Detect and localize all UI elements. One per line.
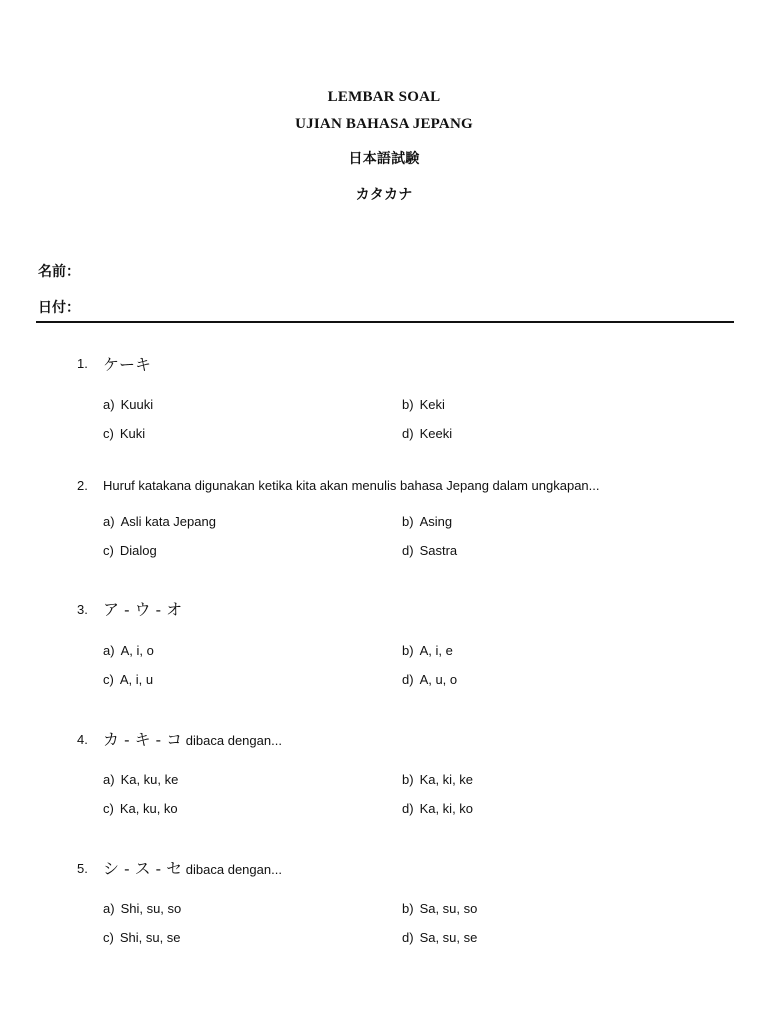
option-label: a) (103, 514, 115, 529)
option-text: Asing (419, 514, 453, 529)
option-text: A, i, u (119, 672, 154, 687)
option-text: Sa, su, se (419, 930, 478, 945)
answer-option-c[interactable] (103, 801, 178, 816)
date-field-label: 日付： (38, 300, 80, 316)
question-kana: ア - ウ - オ (103, 600, 183, 619)
option-label: b) (402, 514, 414, 529)
question-kana: ケーキ (103, 355, 152, 374)
option-label: b) (402, 643, 414, 658)
option-text: A, i, e (419, 643, 453, 658)
question-text (103, 856, 282, 879)
question-number: 3. (77, 602, 88, 617)
option-label: d) (402, 930, 414, 945)
option-label: d) (402, 543, 414, 558)
question-kana: シ - ス - セ (103, 859, 183, 878)
answer-option-b[interactable] (402, 514, 452, 529)
option-label: d) (402, 426, 414, 441)
option-text: Shi, su, se (119, 930, 181, 945)
question-prompt: Huruf katakana digunakan ketika kita akan menulis bahasa Jepang dalam ungkapan... (103, 478, 600, 493)
option-label: b) (402, 397, 414, 412)
exam-title: UJIAN BAHASA JEPANG (295, 116, 473, 132)
answer-option-a[interactable] (103, 397, 153, 412)
question-text (103, 352, 151, 375)
question-prompt: dibaca dengan... (185, 862, 282, 877)
question-text (103, 597, 182, 620)
question-text (103, 727, 282, 750)
answer-option-b[interactable] (402, 397, 445, 412)
question-number: 2. (77, 478, 88, 493)
question-kana: カ - キ - コ (103, 730, 183, 749)
question-prompt: dibaca dengan... (185, 733, 282, 748)
option-label: a) (103, 772, 115, 787)
answer-option-b[interactable] (402, 643, 453, 658)
answer-option-c[interactable] (103, 543, 157, 558)
option-text: Ka, ki, ko (419, 801, 474, 816)
option-label: c) (103, 930, 114, 945)
option-text: Kuuki (120, 397, 154, 412)
option-label: c) (103, 801, 114, 816)
option-label: b) (402, 772, 414, 787)
answer-option-d[interactable] (402, 672, 457, 687)
sheet-title: LEMBAR SOAL (327, 89, 441, 105)
answer-option-c[interactable] (103, 930, 181, 945)
option-text: Sastra (419, 543, 458, 558)
option-label: d) (402, 801, 414, 816)
option-text: Ka, ku, ko (119, 801, 178, 816)
option-text: Shi, su, so (120, 901, 182, 916)
answer-option-d[interactable] (402, 930, 477, 945)
option-text: Ka, ku, ke (120, 772, 179, 787)
option-text: Kuki (119, 426, 146, 441)
option-text: Sa, su, so (419, 901, 478, 916)
answer-option-c[interactable] (103, 426, 145, 441)
option-label: a) (103, 397, 115, 412)
question-number: 4. (77, 732, 88, 747)
option-label: a) (103, 901, 115, 916)
option-text: Keeki (419, 426, 453, 441)
answer-option-a[interactable] (103, 901, 181, 916)
option-text: A, u, o (419, 672, 458, 687)
answer-option-b[interactable] (402, 772, 473, 787)
name-field-label: 名前： (38, 264, 80, 280)
option-text: Asli kata Jepang (120, 514, 216, 529)
answer-option-a[interactable] (103, 643, 154, 658)
option-text: Dialog (119, 543, 157, 558)
header-divider (36, 321, 734, 323)
answer-option-a[interactable] (103, 514, 216, 529)
answer-option-d[interactable] (402, 543, 457, 558)
answer-option-d[interactable] (402, 426, 452, 441)
option-label: d) (402, 672, 414, 687)
question-text (103, 478, 600, 493)
option-label: b) (402, 901, 414, 916)
question-number: 5. (77, 861, 88, 876)
answer-option-b[interactable] (402, 901, 477, 916)
answer-option-a[interactable] (103, 772, 178, 787)
answer-option-c[interactable] (103, 672, 153, 687)
option-text: Keki (419, 397, 445, 412)
answer-option-d[interactable] (402, 801, 473, 816)
exam-title-japanese: 日本語試験 (348, 151, 420, 167)
option-label: a) (103, 643, 115, 658)
option-label: c) (103, 426, 114, 441)
option-text: Ka, ki, ke (419, 772, 474, 787)
option-label: c) (103, 543, 114, 558)
exam-subject: カタカナ (355, 187, 413, 203)
option-label: c) (103, 672, 114, 687)
option-text: A, i, o (120, 643, 154, 658)
question-number: 1. (77, 356, 88, 371)
